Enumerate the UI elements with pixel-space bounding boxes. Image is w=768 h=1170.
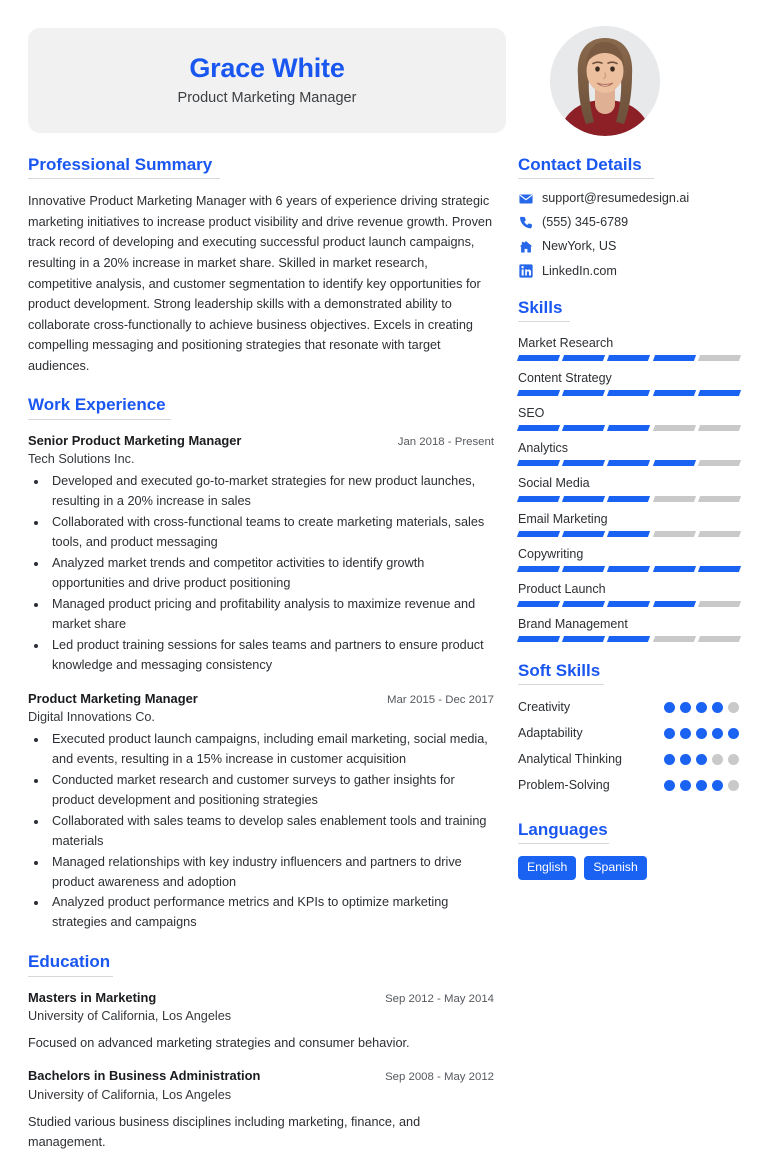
skill-item xyxy=(518,510,740,537)
skill-segment xyxy=(653,531,696,537)
section-divider xyxy=(28,976,113,977)
education-entry-list xyxy=(28,989,494,1153)
section-heading-skills: Skills xyxy=(518,297,563,317)
job-title: Product Marketing Manager xyxy=(177,89,357,106)
skill-item xyxy=(518,439,740,466)
work-bullet: • Collaborated with sales teams to develop sales enablement tools and training materials xyxy=(48,812,494,852)
section-heading-work: Work Experience xyxy=(28,395,166,415)
education-date: Sep 2008 - May 2012 xyxy=(385,1071,494,1084)
skill-segment xyxy=(607,390,650,396)
work-bullet: • Collaborated with cross-functional teams to create marketing materials, sales tools, and product messaging xyxy=(48,513,494,553)
contact-value: NewYork, US xyxy=(542,239,617,254)
skill-segment xyxy=(698,460,741,466)
soft-skill-dot xyxy=(712,728,723,739)
skill-segment xyxy=(562,460,605,466)
soft-skill-rating xyxy=(664,697,740,713)
skill-segment xyxy=(562,601,605,607)
education-degree: Masters in Marketing xyxy=(28,989,157,1005)
work-date: Mar 2015 - Dec 2017 xyxy=(386,693,494,706)
skill-segment xyxy=(698,601,741,607)
section-divider xyxy=(518,684,604,685)
skill-label: Copywriting xyxy=(518,546,584,561)
education-entry-header xyxy=(28,1067,494,1085)
soft-skill-dot xyxy=(728,754,739,765)
skill-item xyxy=(518,580,740,607)
envelope-icon xyxy=(518,191,533,206)
skill-rating-bar xyxy=(518,425,740,431)
skill-rating-bar xyxy=(518,601,740,607)
section-heading-soft-skills: Soft Skills xyxy=(518,661,601,681)
soft-skill-rating xyxy=(664,749,740,765)
contact-value: support@resumedesign.ai xyxy=(542,191,690,206)
work-company: Digital Innovations Co. xyxy=(28,709,155,724)
skill-segment xyxy=(698,566,741,572)
skill-segment xyxy=(698,496,741,502)
skill-label: Product Launch xyxy=(518,581,606,596)
skill-segment xyxy=(653,496,696,502)
section-skills xyxy=(518,297,740,642)
soft-skill-dot xyxy=(712,780,723,791)
skill-item xyxy=(518,615,740,642)
work-role: Senior Product Marketing Manager xyxy=(28,432,242,448)
contact-item[interactable] xyxy=(518,264,740,279)
skill-segment xyxy=(698,531,741,537)
contact-item[interactable] xyxy=(518,215,740,230)
education-date: Sep 2012 - May 2014 xyxy=(385,992,494,1005)
soft-skill-dot xyxy=(680,728,691,739)
soft-skill-item xyxy=(518,775,740,797)
soft-skill-dot xyxy=(728,728,739,739)
resume-header xyxy=(0,0,768,136)
skill-item xyxy=(518,545,740,572)
section-work-experience xyxy=(28,394,494,933)
soft-skill-dot xyxy=(664,702,675,713)
skill-segment xyxy=(698,355,741,361)
skill-segment xyxy=(517,566,560,572)
education-description: Focused on advanced marketing strategies and consumer behavior. xyxy=(28,1036,410,1051)
skill-label: Analytics xyxy=(518,441,569,456)
soft-skill-dot xyxy=(696,728,707,739)
soft-skill-dot xyxy=(712,702,723,713)
skill-segment xyxy=(562,496,605,502)
skill-segment xyxy=(517,425,560,431)
work-entry xyxy=(28,690,494,934)
work-bullet: • Analyzed product performance metrics and KPIs to optimize marketing strategies and campaigns xyxy=(48,893,494,933)
section-contact-details xyxy=(518,154,740,279)
skill-segment xyxy=(607,601,650,607)
soft-skill-label: Problem-Solving xyxy=(518,777,610,792)
skill-rating-bar xyxy=(518,531,740,537)
skill-rating-bar xyxy=(518,636,740,642)
work-bullet-list xyxy=(48,472,494,675)
soft-skill-item xyxy=(518,749,740,771)
skill-segment xyxy=(653,566,696,572)
soft-skill-dot xyxy=(664,780,675,791)
skill-rating-bar xyxy=(518,390,740,396)
home-icon xyxy=(518,240,533,255)
soft-skill-item xyxy=(518,723,740,745)
section-divider xyxy=(28,419,171,420)
section-professional-summary xyxy=(28,154,494,376)
soft-skill-dot xyxy=(680,702,691,713)
skill-segment xyxy=(607,531,650,537)
linkedin-icon xyxy=(518,264,533,279)
phone-icon xyxy=(518,215,533,230)
education-entry xyxy=(28,989,494,1054)
section-heading-languages: Languages xyxy=(518,819,608,839)
work-entry-header xyxy=(28,690,494,708)
section-education xyxy=(28,951,494,1152)
skill-rating-bar xyxy=(518,496,740,502)
soft-skill-dot xyxy=(728,780,739,791)
skill-segment xyxy=(562,425,605,431)
skill-segment xyxy=(653,425,696,431)
skill-segment xyxy=(607,636,650,642)
work-date: Jan 2018 - Present xyxy=(397,435,494,448)
work-entry xyxy=(28,432,494,676)
section-languages xyxy=(518,819,740,880)
skill-label: Social Media xyxy=(518,476,590,491)
contact-item[interactable] xyxy=(518,191,740,206)
skill-segment xyxy=(653,636,696,642)
soft-skill-dot xyxy=(696,702,707,713)
education-entry xyxy=(28,1067,494,1152)
skill-item xyxy=(518,474,740,501)
skill-segment xyxy=(562,636,605,642)
soft-skill-dot xyxy=(664,728,675,739)
skill-segment xyxy=(607,425,650,431)
work-bullet: • Managed product pricing and profitability analysis to maximize revenue and market share xyxy=(48,595,494,635)
summary-text: Innovative Product Marketing Manager with 6 years of experience driving strategic marketing initiatives to increase product visibility and drive revenue growth. Proven track record of developing and executing successful product launch campaigns, resulting in a 20% increase in market share. Skilled in market research, competitive analysis, and customer segmentation to identify key opportunities for product development. Strong leadership skills with a demonstrated ability to collaborate cross-functionally to achieve business objectives. Excels in creating compelling messaging and positioning strategies that resonate with target audiences. xyxy=(28,194,493,373)
work-entry-header xyxy=(28,432,494,450)
soft-skill-dot xyxy=(680,754,691,765)
skill-segment xyxy=(517,496,560,502)
skill-segment xyxy=(698,636,741,642)
section-heading-contact: Contact Details xyxy=(518,155,642,174)
skill-label: Email Marketing xyxy=(518,511,608,526)
work-role: Product Marketing Manager xyxy=(28,690,198,706)
section-divider xyxy=(518,178,654,179)
soft-skill-label: Adaptability xyxy=(518,726,583,741)
soft-skill-list xyxy=(518,697,740,801)
skill-segment xyxy=(607,496,650,502)
skill-segment xyxy=(653,601,696,607)
soft-skill-label: Analytical Thinking xyxy=(518,752,622,767)
avatar xyxy=(550,26,660,136)
soft-skill-rating xyxy=(664,723,740,739)
main-column xyxy=(28,154,510,1170)
soft-skill-item xyxy=(518,697,740,719)
language-list xyxy=(518,856,740,880)
soft-skill-rating xyxy=(664,775,740,791)
skill-item xyxy=(518,404,740,431)
skill-item xyxy=(518,334,740,361)
skill-label: Brand Management xyxy=(518,616,628,631)
skill-segment xyxy=(607,355,650,361)
education-description: Studied various business disciplines including marketing, finance, and management. xyxy=(28,1114,421,1150)
contact-value: (555) 345-6789 xyxy=(542,215,629,230)
soft-skill-label: Creativity xyxy=(518,700,571,715)
skill-item xyxy=(518,369,740,396)
skill-rating-bar xyxy=(518,355,740,361)
soft-skill-dot xyxy=(664,754,675,765)
work-bullet: • Conducted market research and customer surveys to gather insights for product development and positioning strategies xyxy=(48,771,494,811)
skill-segment xyxy=(517,355,560,361)
skill-segment xyxy=(698,390,741,396)
language-pill[interactable]: English xyxy=(518,856,576,880)
skill-label: Content Strategy xyxy=(518,371,612,386)
education-degree: Bachelors in Business Administration xyxy=(28,1068,261,1084)
soft-skill-dot xyxy=(712,754,723,765)
section-soft-skills xyxy=(518,660,740,801)
skill-label: Market Research xyxy=(518,335,614,350)
section-divider xyxy=(28,178,220,179)
skill-segment xyxy=(698,425,741,431)
skill-segment xyxy=(562,531,605,537)
work-bullet: • Executed product launch campaigns, including email marketing, social media, and events, resulting in a 15% increase in customer acquisition xyxy=(48,730,494,770)
soft-skill-dot xyxy=(696,780,707,791)
avatar-wrapper xyxy=(550,26,660,136)
education-school: University of California, Los Angeles xyxy=(28,1008,232,1023)
page-title: Grace White xyxy=(189,52,345,83)
skill-segment xyxy=(517,601,560,607)
soft-skill-dot xyxy=(680,780,691,791)
resume-body xyxy=(0,136,768,1170)
contact-item[interactable] xyxy=(518,239,740,254)
skill-segment xyxy=(517,390,560,396)
skill-segment xyxy=(607,566,650,572)
skill-segment xyxy=(562,566,605,572)
skill-segment xyxy=(517,636,560,642)
soft-skill-dot xyxy=(696,754,707,765)
section-divider xyxy=(518,321,570,322)
work-bullet: • Led product training sessions for sales teams and partners to ensure product knowledge and messaging consistency xyxy=(48,636,494,676)
work-entry-list xyxy=(28,432,494,934)
name-card xyxy=(28,28,506,133)
soft-skill-dot xyxy=(728,702,739,713)
skill-segment xyxy=(653,355,696,361)
skill-segment xyxy=(562,390,605,396)
education-school: University of California, Los Angeles xyxy=(28,1087,232,1102)
skill-segment xyxy=(562,355,605,361)
contact-list xyxy=(518,191,740,278)
skill-label: SEO xyxy=(518,406,545,421)
side-column xyxy=(510,154,740,1170)
skill-rating-bar xyxy=(518,566,740,572)
skill-list xyxy=(518,334,740,642)
work-bullet-list xyxy=(48,730,494,933)
contact-value: LinkedIn.com xyxy=(542,263,617,278)
skill-segment xyxy=(653,460,696,466)
language-pill[interactable]: Spanish xyxy=(584,856,646,880)
skill-segment xyxy=(517,531,560,537)
work-bullet: • Analyzed market trends and competitor activities to identify growth opportunities and drive product positioning xyxy=(48,554,494,594)
skill-segment xyxy=(653,390,696,396)
section-heading-education: Education xyxy=(28,952,111,972)
skill-rating-bar xyxy=(518,460,740,466)
skill-segment xyxy=(607,460,650,466)
section-heading-summary: Professional Summary xyxy=(28,155,213,174)
work-company: Tech Solutions Inc. xyxy=(28,452,135,467)
skill-segment xyxy=(517,460,560,466)
work-bullet: • Developed and executed go-to-market strategies for new product launches, resulting in a 20% increase in sales xyxy=(48,472,494,512)
work-bullet: • Managed relationships with key industry influencers and partners to drive product awareness and adoption xyxy=(48,853,494,893)
education-entry-header xyxy=(28,989,494,1007)
section-divider xyxy=(518,843,609,844)
